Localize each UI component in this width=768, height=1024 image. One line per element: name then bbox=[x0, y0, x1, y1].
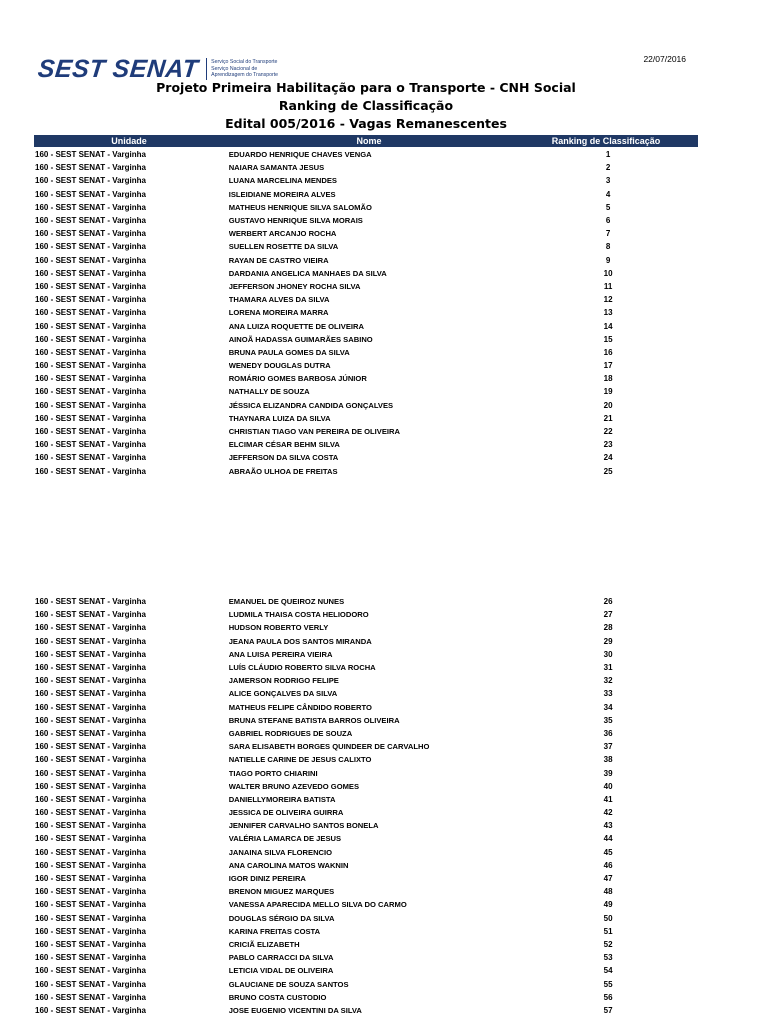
cell-ranking: 24 bbox=[603, 453, 613, 463]
cell-nome: AINOÃ HADASSA GUIMARÃES SABINO bbox=[228, 334, 373, 344]
cell-ranking: 47 bbox=[603, 874, 613, 884]
cell-ranking: 4 bbox=[605, 189, 611, 199]
cell-ranking: 29 bbox=[603, 636, 613, 646]
project-title: Projeto Primeira Habilitação para o Transporte - CNH Social bbox=[156, 80, 576, 95]
table-row bbox=[34, 174, 698, 187]
cell-ranking: 32 bbox=[603, 676, 613, 686]
cell-unidade: 160 - SEST SENAT - Varginha bbox=[35, 847, 146, 857]
cell-nome: PABLO CARRACCI DA SILVA bbox=[228, 953, 334, 963]
cell-ranking: 49 bbox=[603, 900, 613, 910]
cell-unidade: 160 - SEST SENAT - Varginha bbox=[35, 176, 146, 186]
cell-nome: WENEDY DOUGLAS DUTRA bbox=[228, 361, 331, 371]
cell-ranking: 7 bbox=[605, 229, 611, 239]
cell-unidade: 160 - SEST SENAT - Varginha bbox=[35, 216, 146, 226]
cell-ranking: 8 bbox=[605, 242, 611, 252]
table-row bbox=[34, 661, 698, 674]
table-row bbox=[34, 201, 698, 214]
table-row bbox=[34, 425, 698, 438]
cell-nome: ALICE GONÇALVES DA SILVA bbox=[228, 689, 338, 699]
cell-unidade: 160 - SEST SENAT - Varginha bbox=[35, 636, 146, 646]
table-body-page2 bbox=[34, 595, 698, 1017]
cell-ranking: 17 bbox=[603, 361, 613, 371]
logo-text: SEST SENAT bbox=[36, 55, 200, 83]
cell-ranking: 39 bbox=[603, 768, 613, 778]
table-row bbox=[34, 465, 698, 478]
cell-ranking: 26 bbox=[603, 597, 613, 607]
cell-nome: LUÍS CLÁUDIO ROBERTO SILVA ROCHA bbox=[228, 663, 376, 673]
table-row bbox=[34, 621, 698, 634]
table-row bbox=[34, 1004, 698, 1017]
cell-unidade: 160 - SEST SENAT - Varginha bbox=[35, 321, 146, 331]
table-row bbox=[34, 859, 698, 872]
table-row bbox=[34, 819, 698, 832]
cell-nome: EDUARDO HENRIQUE CHAVES VENGA bbox=[228, 150, 372, 160]
cell-ranking: 50 bbox=[603, 913, 613, 923]
table-row bbox=[34, 635, 698, 648]
cell-ranking: 15 bbox=[603, 334, 613, 344]
cell-nome: ISLEIDIANE MOREIRA ALVES bbox=[228, 189, 336, 199]
cell-nome: RAYAN DE CASTRO VIEIRA bbox=[228, 255, 329, 265]
cell-unidade: 160 - SEST SENAT - Varginha bbox=[35, 1005, 146, 1015]
cell-ranking: 40 bbox=[603, 781, 613, 791]
cell-unidade: 160 - SEST SENAT - Varginha bbox=[35, 229, 146, 239]
cell-unidade: 160 - SEST SENAT - Varginha bbox=[35, 281, 146, 291]
table-row bbox=[34, 188, 698, 201]
cell-unidade: 160 - SEST SENAT - Varginha bbox=[35, 374, 146, 384]
cell-nome: JANAINA SILVA FLORENCIO bbox=[228, 847, 333, 857]
cell-ranking: 56 bbox=[603, 992, 613, 1002]
cell-unidade: 160 - SEST SENAT - Varginha bbox=[35, 453, 146, 463]
cell-ranking: 16 bbox=[603, 347, 613, 357]
cell-unidade: 160 - SEST SENAT - Varginha bbox=[35, 768, 146, 778]
cell-nome: VANESSA APARECIDA MELLO SILVA DO CARMO bbox=[228, 900, 407, 910]
cell-unidade: 160 - SEST SENAT - Varginha bbox=[35, 900, 146, 910]
cell-unidade: 160 - SEST SENAT - Varginha bbox=[35, 334, 146, 344]
table-row bbox=[34, 740, 698, 753]
table-row bbox=[34, 964, 698, 977]
cell-unidade: 160 - SEST SENAT - Varginha bbox=[35, 821, 146, 831]
cell-nome: WALTER BRUNO AZEVEDO GOMES bbox=[228, 781, 360, 791]
table-row bbox=[34, 608, 698, 621]
cell-unidade: 160 - SEST SENAT - Varginha bbox=[35, 926, 146, 936]
document-date: 22/07/2016 bbox=[643, 54, 686, 64]
table-row bbox=[34, 872, 698, 885]
cell-nome: DARDANIA ANGELICA MANHAES DA SILVA bbox=[228, 268, 387, 278]
cell-nome: THAMARA ALVES DA SILVA bbox=[228, 295, 330, 305]
table-row bbox=[34, 293, 698, 306]
cell-nome: THAYNARA LUIZA DA SILVA bbox=[228, 413, 331, 423]
table-row bbox=[34, 912, 698, 925]
table-row bbox=[34, 832, 698, 845]
cell-unidade: 160 - SEST SENAT - Varginha bbox=[35, 189, 146, 199]
cell-nome: ANA LUIZA ROQUETTE DE OLIVEIRA bbox=[228, 321, 364, 331]
cell-unidade: 160 - SEST SENAT - Varginha bbox=[35, 794, 146, 804]
cell-ranking: 37 bbox=[603, 742, 613, 752]
cell-nome: ANA CAROLINA MATOS WAKNIN bbox=[228, 860, 349, 870]
cell-nome: CRICIÃ ELIZABETH bbox=[228, 939, 300, 949]
cell-ranking: 51 bbox=[603, 926, 613, 936]
table-row bbox=[34, 385, 698, 398]
table-row bbox=[34, 753, 698, 766]
cell-nome: ANA LUISA PEREIRA VIEIRA bbox=[228, 649, 333, 659]
cell-ranking: 19 bbox=[603, 387, 613, 397]
cell-nome: LETICIA VIDAL DE OLIVEIRA bbox=[228, 966, 334, 976]
cell-unidade: 160 - SEST SENAT - Varginha bbox=[35, 268, 146, 278]
cell-ranking: 25 bbox=[603, 466, 613, 476]
table-row bbox=[34, 674, 698, 687]
cell-ranking: 5 bbox=[605, 202, 611, 212]
logo-divider bbox=[206, 58, 207, 80]
cell-ranking: 21 bbox=[603, 413, 613, 423]
cell-ranking: 57 bbox=[603, 1005, 613, 1015]
table-row bbox=[34, 727, 698, 740]
table-row bbox=[34, 359, 698, 372]
cell-ranking: 12 bbox=[603, 295, 613, 305]
table-row bbox=[34, 951, 698, 964]
table-row bbox=[34, 846, 698, 859]
cell-ranking: 2 bbox=[605, 163, 611, 173]
cell-nome: LUANA MARCELINA MENDES bbox=[228, 176, 337, 186]
cell-unidade: 160 - SEST SENAT - Varginha bbox=[35, 860, 146, 870]
cell-ranking: 18 bbox=[603, 374, 613, 384]
cell-ranking: 30 bbox=[603, 649, 613, 659]
cell-ranking: 1 bbox=[605, 150, 611, 160]
cell-ranking: 36 bbox=[603, 728, 613, 738]
cell-unidade: 160 - SEST SENAT - Varginha bbox=[35, 427, 146, 437]
cell-nome: GUSTAVO HENRIQUE SILVA MORAIS bbox=[228, 216, 363, 226]
cell-unidade: 160 - SEST SENAT - Varginha bbox=[35, 413, 146, 423]
cell-unidade: 160 - SEST SENAT - Varginha bbox=[35, 676, 146, 686]
cell-unidade: 160 - SEST SENAT - Varginha bbox=[35, 308, 146, 318]
cell-nome: LUDMILA THAISA COSTA HELIODORO bbox=[228, 610, 369, 620]
cell-nome: BRUNA PAULA GOMES DA SILVA bbox=[228, 347, 350, 357]
cell-nome: JENNIFER CARVALHO SANTOS BONELA bbox=[228, 821, 379, 831]
cell-nome: GABRIEL RODRIGUES DE SOUZA bbox=[228, 728, 353, 738]
cell-unidade: 160 - SEST SENAT - Varginha bbox=[35, 440, 146, 450]
table-row bbox=[34, 227, 698, 240]
table-row bbox=[34, 701, 698, 714]
cell-ranking: 20 bbox=[603, 400, 613, 410]
cell-ranking: 13 bbox=[603, 308, 613, 318]
cell-unidade: 160 - SEST SENAT - Varginha bbox=[35, 834, 146, 844]
cell-unidade: 160 - SEST SENAT - Varginha bbox=[35, 466, 146, 476]
cell-nome: IGOR DINIZ PEREIRA bbox=[228, 874, 306, 884]
table-body-page1 bbox=[34, 148, 698, 478]
table-row bbox=[34, 780, 698, 793]
cell-nome: CHRISTIAN TIAGO VAN PEREIRA DE OLIVEIRA bbox=[228, 427, 400, 437]
cell-unidade: 160 - SEST SENAT - Varginha bbox=[35, 715, 146, 725]
cell-nome: LORENA MOREIRA MARRA bbox=[228, 308, 329, 318]
cell-nome: NATHALLY DE SOUZA bbox=[228, 387, 310, 397]
cell-ranking: 53 bbox=[603, 953, 613, 963]
table-header bbox=[34, 135, 698, 147]
table-row bbox=[34, 977, 698, 990]
cell-ranking: 14 bbox=[603, 321, 613, 331]
cell-ranking: 43 bbox=[603, 821, 613, 831]
table-row bbox=[34, 214, 698, 227]
cell-unidade: 160 - SEST SENAT - Varginha bbox=[35, 702, 146, 712]
cell-unidade: 160 - SEST SENAT - Varginha bbox=[35, 913, 146, 923]
cell-nome: BRUNA STEFANE BATISTA BARROS OLIVEIRA bbox=[228, 715, 400, 725]
cell-nome: JOSE EUGENIO VICENTINI DA SILVA bbox=[228, 1005, 362, 1015]
table-row bbox=[34, 254, 698, 267]
cell-nome: DANIELLYMOREIRA BATISTA bbox=[228, 794, 336, 804]
table-row bbox=[34, 925, 698, 938]
table-row bbox=[34, 806, 698, 819]
cell-unidade: 160 - SEST SENAT - Varginha bbox=[35, 242, 146, 252]
cell-unidade: 160 - SEST SENAT - Varginha bbox=[35, 781, 146, 791]
cell-unidade: 160 - SEST SENAT - Varginha bbox=[35, 163, 146, 173]
table-row bbox=[34, 595, 698, 608]
logo-subtitle-line: Serviço Social do Transporte bbox=[211, 59, 278, 66]
cell-nome: NATIELLE CARINE DE JESUS CALIXTO bbox=[228, 755, 372, 765]
table-row bbox=[34, 438, 698, 451]
cell-nome: MATHEUS FELIPE CÂNDIDO ROBERTO bbox=[228, 702, 372, 712]
cell-unidade: 160 - SEST SENAT - Varginha bbox=[35, 808, 146, 818]
table-row bbox=[34, 451, 698, 464]
ranking-title: Ranking de Classificação bbox=[278, 98, 454, 113]
cell-ranking: 34 bbox=[603, 702, 613, 712]
document-titles bbox=[34, 79, 698, 133]
cell-nome: ELCIMAR CÉSAR BEHM SILVA bbox=[228, 440, 340, 450]
cell-ranking: 33 bbox=[603, 689, 613, 699]
cell-ranking: 45 bbox=[603, 847, 613, 857]
cell-unidade: 160 - SEST SENAT - Varginha bbox=[35, 610, 146, 620]
column-header-unidade: Unidade bbox=[111, 136, 147, 146]
cell-ranking: 31 bbox=[603, 663, 613, 673]
cell-unidade: 160 - SEST SENAT - Varginha bbox=[35, 689, 146, 699]
logo-subtitle-line: Serviço Nacional de bbox=[211, 65, 258, 72]
cell-ranking: 27 bbox=[603, 610, 613, 620]
table-row bbox=[34, 687, 698, 700]
cell-unidade: 160 - SEST SENAT - Varginha bbox=[35, 597, 146, 607]
cell-ranking: 41 bbox=[603, 794, 613, 804]
cell-ranking: 46 bbox=[603, 860, 613, 870]
cell-unidade: 160 - SEST SENAT - Varginha bbox=[35, 939, 146, 949]
cell-nome: GLAUCIANE DE SOUZA SANTOS bbox=[228, 979, 349, 989]
table-row bbox=[34, 938, 698, 951]
table-row bbox=[34, 412, 698, 425]
cell-nome: ROMÁRIO GOMES BARBOSA JÚNIOR bbox=[228, 374, 367, 384]
cell-nome: MATHEUS HENRIQUE SILVA SALOMÃO bbox=[228, 202, 372, 212]
table-row bbox=[34, 766, 698, 779]
cell-nome: WERBERT ARCANJO ROCHA bbox=[228, 229, 337, 239]
cell-unidade: 160 - SEST SENAT - Varginha bbox=[35, 361, 146, 371]
cell-nome: BRUNO COSTA CUSTODIO bbox=[228, 992, 327, 1002]
cell-nome: SUELLEN ROSETTE DA SILVA bbox=[228, 242, 339, 252]
table-row bbox=[34, 898, 698, 911]
cell-nome: JESSICA DE OLIVEIRA GUIRRA bbox=[228, 808, 344, 818]
cell-nome: ABRAÃO ULHOA DE FREITAS bbox=[228, 466, 338, 476]
cell-nome: KARINA FREITAS COSTA bbox=[228, 926, 321, 936]
table-row bbox=[34, 267, 698, 280]
cell-nome: EMANUEL DE QUEIROZ NUNES bbox=[228, 597, 345, 607]
cell-unidade: 160 - SEST SENAT - Varginha bbox=[35, 966, 146, 976]
cell-unidade: 160 - SEST SENAT - Varginha bbox=[35, 387, 146, 397]
cell-ranking: 10 bbox=[603, 268, 613, 278]
table-row bbox=[34, 991, 698, 1004]
cell-ranking: 35 bbox=[603, 715, 613, 725]
cell-unidade: 160 - SEST SENAT - Varginha bbox=[35, 295, 146, 305]
cell-nome: DOUGLAS SÉRGIO DA SILVA bbox=[228, 913, 335, 923]
cell-unidade: 160 - SEST SENAT - Varginha bbox=[35, 992, 146, 1002]
cell-ranking: 54 bbox=[603, 966, 613, 976]
cell-ranking: 6 bbox=[605, 216, 611, 226]
logo-subtitle bbox=[211, 59, 278, 79]
table-row bbox=[34, 885, 698, 898]
cell-ranking: 28 bbox=[603, 623, 613, 633]
cell-ranking: 23 bbox=[603, 440, 613, 450]
table-row bbox=[34, 648, 698, 661]
cell-nome: BRENON MIGUEZ MARQUES bbox=[228, 887, 335, 897]
cell-nome: SARA ELISABETH BORGES QUINDEER DE CARVALHO bbox=[228, 742, 430, 752]
cell-unidade: 160 - SEST SENAT - Varginha bbox=[35, 742, 146, 752]
logo-subtitle-line: Aprendizagem do Transporte bbox=[211, 72, 279, 79]
cell-ranking: 44 bbox=[603, 834, 613, 844]
cell-ranking: 42 bbox=[603, 808, 613, 818]
cell-nome: JEFFERSON JHONEY ROCHA SILVA bbox=[228, 281, 361, 291]
table-row bbox=[34, 346, 698, 359]
cell-nome: JEANA PAULA DOS SANTOS MIRANDA bbox=[228, 636, 372, 646]
cell-unidade: 160 - SEST SENAT - Varginha bbox=[35, 202, 146, 212]
table-row bbox=[34, 372, 698, 385]
cell-ranking: 22 bbox=[603, 427, 613, 437]
cell-unidade: 160 - SEST SENAT - Varginha bbox=[35, 979, 146, 989]
cell-ranking: 9 bbox=[605, 255, 611, 265]
cell-unidade: 160 - SEST SENAT - Varginha bbox=[35, 874, 146, 884]
table-row bbox=[34, 319, 698, 332]
cell-nome: VALÉRIA LAMARCA DE JESUS bbox=[228, 834, 342, 844]
cell-unidade: 160 - SEST SENAT - Varginha bbox=[35, 663, 146, 673]
cell-ranking: 3 bbox=[605, 176, 611, 186]
table-row bbox=[34, 714, 698, 727]
cell-unidade: 160 - SEST SENAT - Varginha bbox=[35, 623, 146, 633]
cell-nome: HUDSON ROBERTO VERLY bbox=[228, 623, 329, 633]
table-row bbox=[34, 161, 698, 174]
cell-unidade: 160 - SEST SENAT - Varginha bbox=[35, 400, 146, 410]
cell-ranking: 48 bbox=[603, 887, 613, 897]
table-row bbox=[34, 148, 698, 161]
cell-unidade: 160 - SEST SENAT - Varginha bbox=[35, 953, 146, 963]
cell-ranking: 52 bbox=[603, 939, 613, 949]
cell-unidade: 160 - SEST SENAT - Varginha bbox=[35, 755, 146, 765]
cell-nome: TIAGO PORTO CHIARINI bbox=[228, 768, 318, 778]
cell-nome: JAMERSON RODRIGO FELIPE bbox=[228, 676, 339, 686]
cell-unidade: 160 - SEST SENAT - Varginha bbox=[35, 150, 146, 160]
cell-nome: JÉSSICA ELIZANDRA CANDIDA GONÇALVES bbox=[228, 400, 394, 410]
table-row bbox=[34, 399, 698, 412]
cell-nome: JEFFERSON DA SILVA COSTA bbox=[228, 453, 339, 463]
cell-ranking: 11 bbox=[603, 281, 613, 291]
cell-nome: NAIARA SAMANTA JESUS bbox=[228, 163, 325, 173]
column-header-nome: Nome bbox=[356, 136, 382, 146]
cell-ranking: 38 bbox=[603, 755, 613, 765]
cell-ranking: 55 bbox=[603, 979, 613, 989]
cell-unidade: 160 - SEST SENAT - Varginha bbox=[35, 255, 146, 265]
cell-unidade: 160 - SEST SENAT - Varginha bbox=[35, 887, 146, 897]
cell-unidade: 160 - SEST SENAT - Varginha bbox=[35, 649, 146, 659]
table-row bbox=[34, 306, 698, 319]
table-row bbox=[34, 793, 698, 806]
edital-title: Edital 005/2016 - Vagas Remanescentes bbox=[225, 116, 507, 131]
column-header-ranking: Ranking de Classificação bbox=[551, 136, 661, 146]
table-row bbox=[34, 280, 698, 293]
table-row bbox=[34, 333, 698, 346]
cell-unidade: 160 - SEST SENAT - Varginha bbox=[35, 728, 146, 738]
table-row bbox=[34, 240, 698, 253]
cell-unidade: 160 - SEST SENAT - Varginha bbox=[35, 347, 146, 357]
